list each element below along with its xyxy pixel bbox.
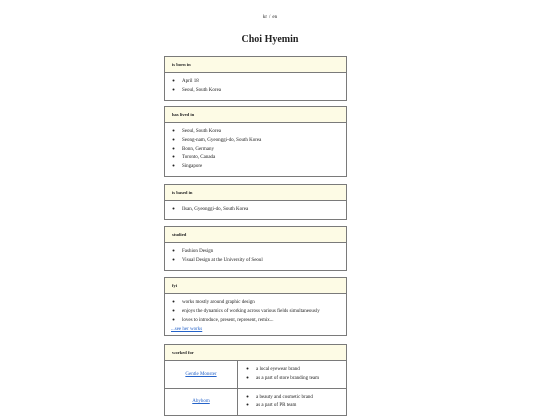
- table-row: [165, 361, 346, 389]
- section-title: studied: [165, 227, 346, 243]
- list-item: ◦ Visual Design at the University of Seoul: [182, 257, 346, 266]
- lived-section: [164, 106, 347, 177]
- page-title: Choi Hyemin: [241, 34, 299, 45]
- see-more-row: [165, 326, 346, 335]
- list-item: ◦ works mostly around graphic design: [182, 299, 346, 308]
- section-title: worked for: [165, 345, 346, 360]
- lang-kr-link[interactable]: kr: [262, 15, 268, 20]
- fyi-section: [164, 277, 347, 336]
- section-title: has lived in: [165, 107, 346, 123]
- works-table: [165, 360, 346, 415]
- list-item: ◦ Seong-nam, Gyeonggi-do, South Korea: [182, 137, 346, 146]
- lang-en-link[interactable]: en: [272, 15, 278, 20]
- section-title: is born in: [165, 57, 346, 73]
- details-list: [239, 362, 345, 387]
- born-section: [164, 56, 347, 101]
- list-item: ◦ Seoul, South Korea: [182, 128, 346, 137]
- list-item: ◦ Singapore: [182, 163, 346, 172]
- list-item: ◦ Ilsan, Gyeonggi-do, South Korea: [182, 206, 346, 215]
- based-section: [164, 184, 347, 220]
- list-item: ◦ loves to introduce, present, represent, remix...: [182, 317, 346, 326]
- list-item: ◦ as a part of store branding team: [256, 375, 345, 384]
- list-item: ◦ Fashion Design: [182, 248, 346, 257]
- list-item: ◦ Bonn, Germany: [182, 146, 346, 155]
- list-item: ◦ Seoul, South Korea: [182, 87, 346, 96]
- studied-list: [165, 243, 346, 270]
- brand-link-gentle-monster[interactable]: Gentle Monster: [185, 371, 217, 377]
- worked-section: [164, 344, 347, 416]
- list-item: ◦ a beauty and cosmetic brand: [256, 394, 345, 403]
- list-item: ◦ a local eyewear brand: [256, 366, 345, 375]
- based-list: [165, 201, 346, 219]
- see-her-works-link[interactable]: ...see her works: [171, 327, 203, 333]
- brand-cell: [165, 361, 238, 389]
- studied-section: [164, 226, 347, 271]
- section-title: is based in: [165, 185, 346, 201]
- details-cell: [238, 361, 347, 389]
- table-row: [165, 388, 346, 415]
- section-title: fyi: [165, 278, 346, 294]
- fyi-list: [165, 294, 346, 329]
- details-cell: [238, 388, 347, 415]
- brand-link-abyhom[interactable]: Abyhom: [192, 399, 210, 405]
- list-item: ◦ as a part of PR team: [256, 402, 345, 411]
- lived-list: [165, 123, 346, 176]
- list-item: ◦ Toronto, Canada: [182, 154, 346, 163]
- lang-separator: /: [269, 15, 271, 20]
- list-item: ◦ April 18: [182, 78, 346, 87]
- language-switcher: [0, 15, 540, 22]
- list-item: ◦ enjoys the dynamics of working across various fields simultaneously: [182, 308, 346, 317]
- details-list: [239, 390, 345, 415]
- born-list: [165, 73, 346, 100]
- brand-cell: [165, 388, 238, 415]
